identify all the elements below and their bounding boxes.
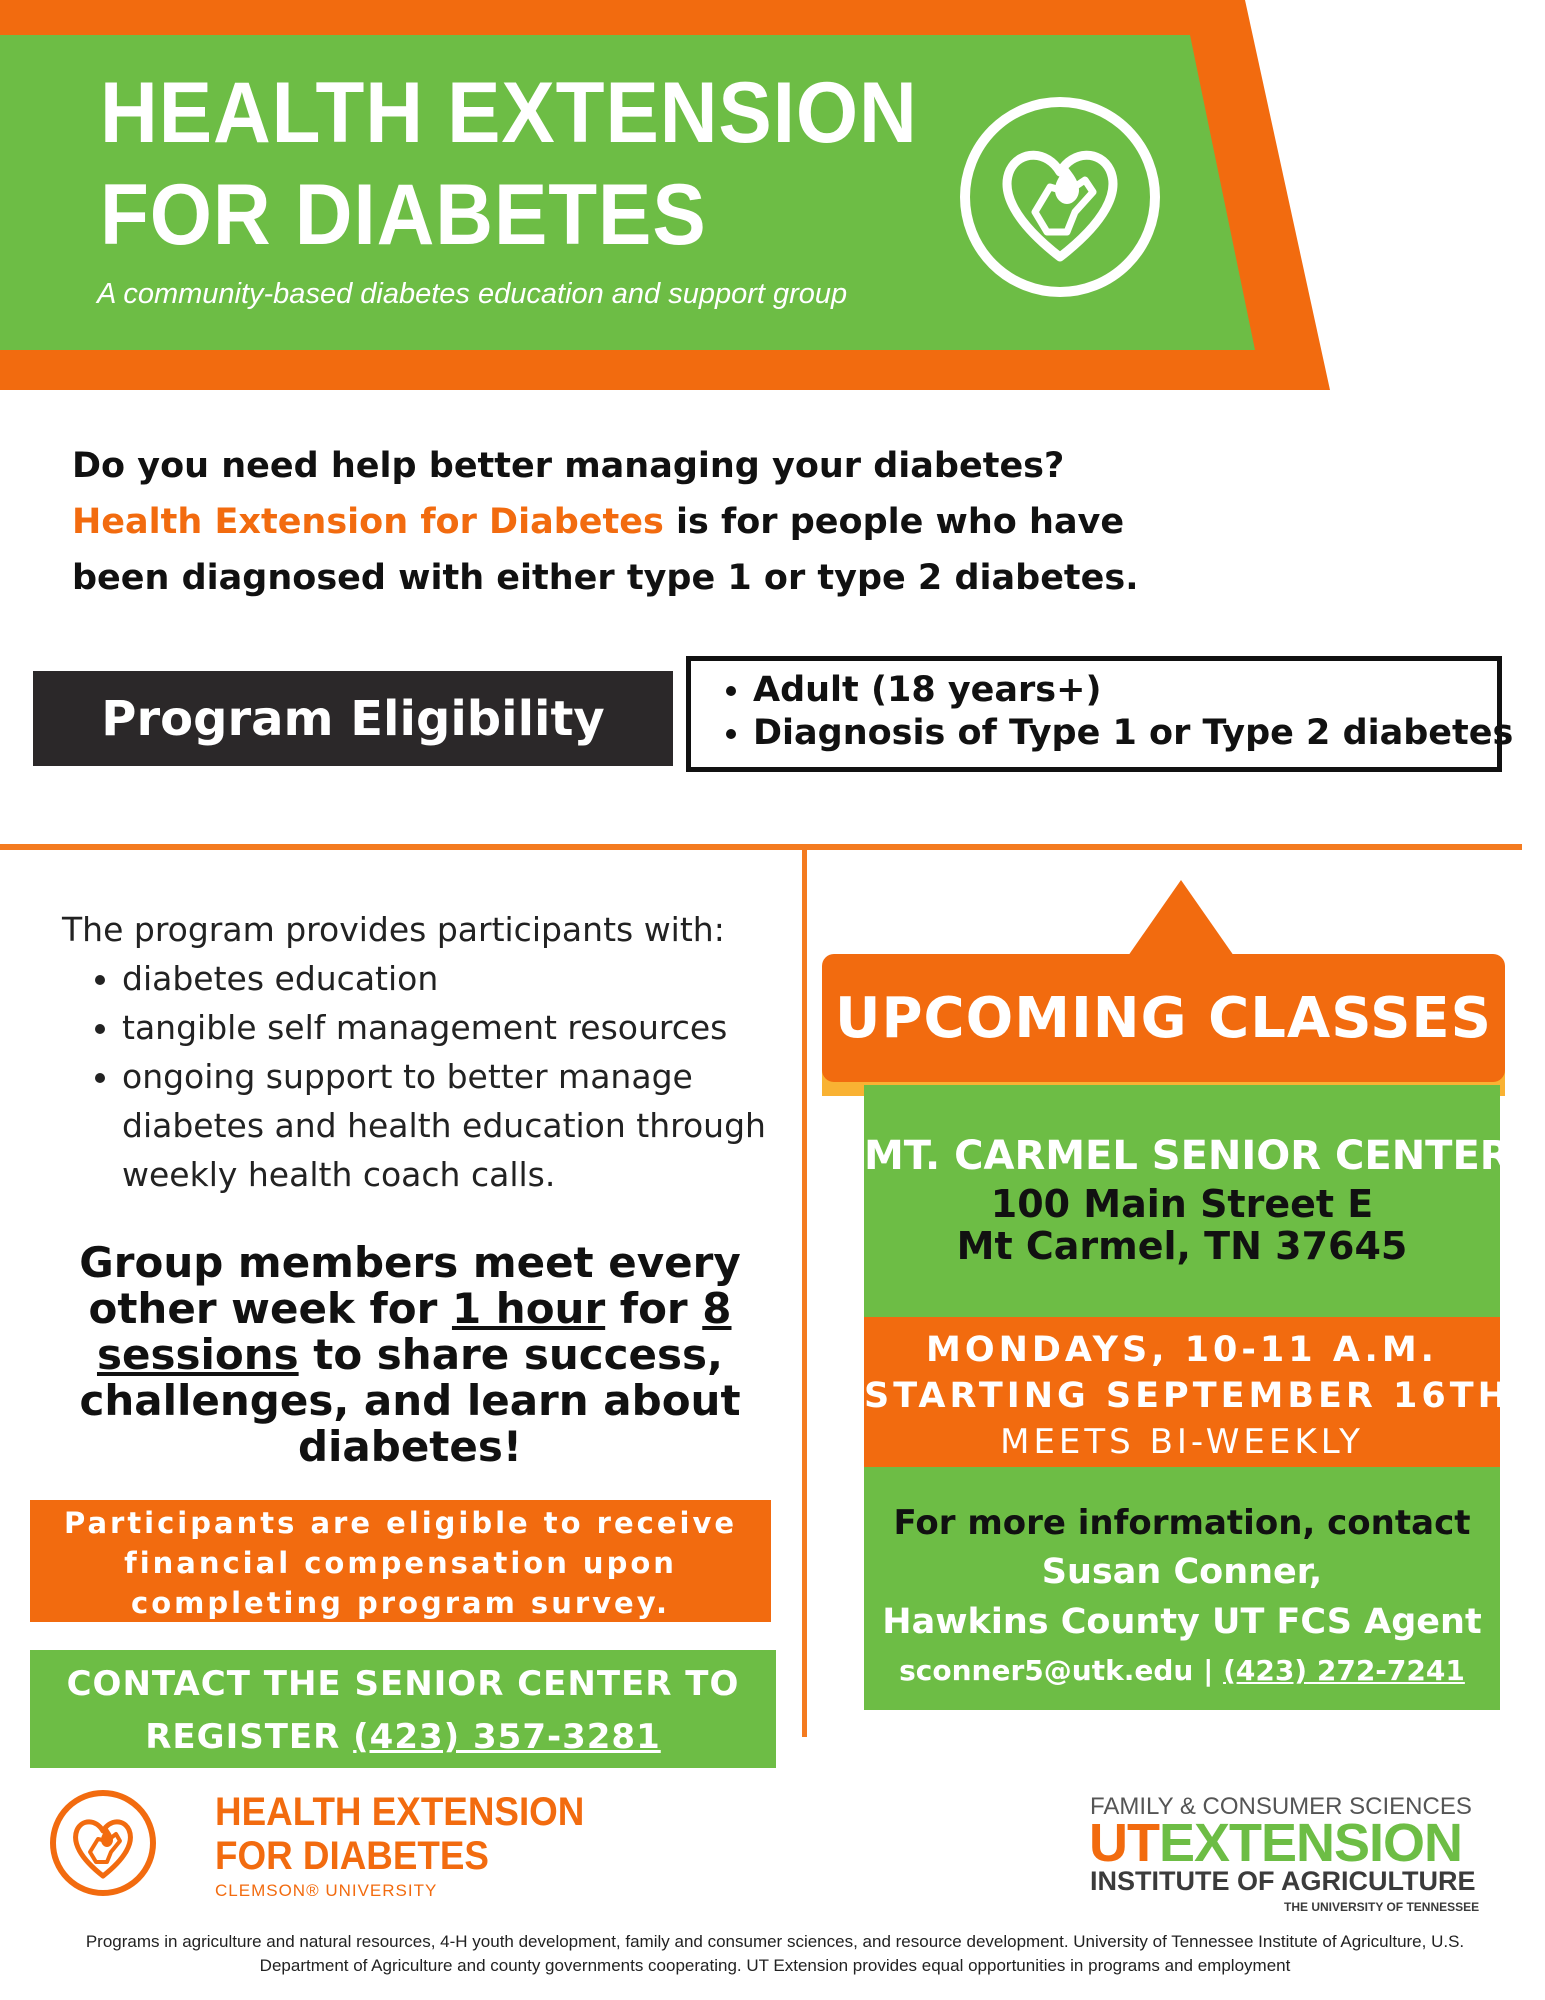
eligibility-item: • Adult (18 years+) (753, 669, 1497, 712)
hed-logo-line-1: HEALTH EXTENSION (215, 1790, 585, 1834)
schedule-start-date: STARTING SEPTEMBER 16TH (864, 1376, 1511, 1416)
upcoming-arrow (1128, 880, 1234, 956)
provides-list (70, 954, 822, 1199)
schedule-frequency: MEETS BI-WEEKLY (1000, 1422, 1364, 1462)
group-hour: 1 hour (451, 1284, 606, 1333)
title-line-2: FOR DIABETES (100, 167, 707, 263)
contact-details (864, 1647, 1500, 1695)
contact-intro: For more information, contact (893, 1503, 1471, 1543)
register-prefix: REGISTER (145, 1717, 354, 1757)
contact-email-link[interactable]: sconner5@utk.edu (899, 1654, 1194, 1687)
ut-fcs-label: FAMILY & CONSUMER SCIENCES (1090, 1793, 1472, 1820)
ut-logo-mark: UT (1089, 1813, 1159, 1873)
intro-line-2 (72, 494, 1372, 550)
university-of-tennessee-label: THE UNIVERSITY OF TENNESSEE (1284, 1900, 1480, 1914)
register-phone-link[interactable]: (423) 357-3281 (353, 1717, 661, 1757)
institute-of-agriculture-label: INSTITUTE OF AGRICULTURE (1090, 1866, 1476, 1896)
hands-heart-icon (955, 92, 1165, 302)
intro-text (72, 438, 1372, 606)
clemson-university-label: CLEMSON® UNIVERSITY (215, 1881, 438, 1900)
extension-wordmark: EXTENSION (1158, 1813, 1463, 1873)
group-text-part-1: Group members meet every other week for (79, 1238, 741, 1333)
address-line-1: 100 Main Street E (990, 1182, 1374, 1226)
contact-name: Susan Conner, (1041, 1552, 1323, 1592)
contact-phone-link[interactable]: (423) 272-7241 (1223, 1654, 1465, 1687)
group-sessions: 8 sessions (96, 1284, 732, 1379)
schedule-box (864, 1317, 1511, 1467)
compensation-notice: Participants are eligible to receive financial compensation upon completing program survey. (30, 1500, 771, 1622)
schedule-day-time: MONDAYS, 10-11 A.M. (926, 1330, 1438, 1370)
venue-name: MT. CARMEL SENIOR CENTER (864, 1133, 1511, 1179)
group-meeting-text (60, 1240, 760, 1470)
venue-box (864, 1085, 1511, 1317)
hed-logo-line-2: FOR DIABETES (215, 1834, 489, 1878)
eligibility-box (686, 656, 1514, 772)
provides-item: • tangible self management resources (122, 1003, 822, 1052)
page-subtitle: A community-based diabetes education and support group (97, 278, 848, 310)
hands-heart-icon (48, 1788, 158, 1898)
eligibility-label: Program Eligibility (33, 671, 673, 766)
page-title (100, 62, 937, 266)
venue-address (864, 1183, 1500, 1267)
intro-line-1: Do you need help better managing your diabetes? (72, 446, 1065, 486)
intro-line-3: been diagnosed with either type 1 or type 2 diabetes. (72, 558, 1139, 598)
eligibility-item: • Diagnosis of Type 1 or Type 2 diabetes (753, 712, 1497, 755)
group-text-part-2: for (605, 1284, 703, 1333)
title-line-1: HEALTH EXTENSION (100, 65, 918, 161)
hed-logo-wordmark (215, 1790, 584, 1878)
program-name-highlight: Health Extension for Diabetes (72, 502, 664, 542)
intro-line-2-rest: is for people who have (663, 502, 1125, 542)
provides-item: • diabetes education (122, 954, 822, 1003)
register-box (30, 1650, 776, 1768)
group-text-part-3: to share success, challenges, and learn about diabetes! (79, 1330, 741, 1471)
contact-separator: | (1193, 1654, 1224, 1687)
horizontal-divider (0, 844, 1522, 850)
upcoming-classes-heading: UPCOMING CLASSES (822, 954, 1505, 1082)
register-line-2 (30, 1711, 776, 1764)
provides-intro: The program provides participants with: (62, 910, 725, 949)
address-line-2: Mt Carmel, TN 37645 (956, 1224, 1408, 1268)
ut-extension-logo (1089, 1813, 1494, 1873)
contact-title: Hawkins County UT FCS Agent (882, 1602, 1482, 1642)
register-line-1: CONTACT THE SENIOR CENTER TO (66, 1664, 740, 1704)
eligibility-list (691, 661, 1514, 755)
provides-item: • ongoing support to better manage diabetes and health education through weekly health coach calls. (122, 1052, 822, 1199)
contact-info-box (864, 1467, 1500, 1710)
footer-disclaimer: Programs in agriculture and natural resources, 4-H youth development, family and consumer sciences, and resource development. University of Tennessee Institute of Agriculture, U.S. Department of Agriculture and county governments cooperating. UT Extension provides equal opportunities in programs and employment (85, 1932, 1465, 1975)
